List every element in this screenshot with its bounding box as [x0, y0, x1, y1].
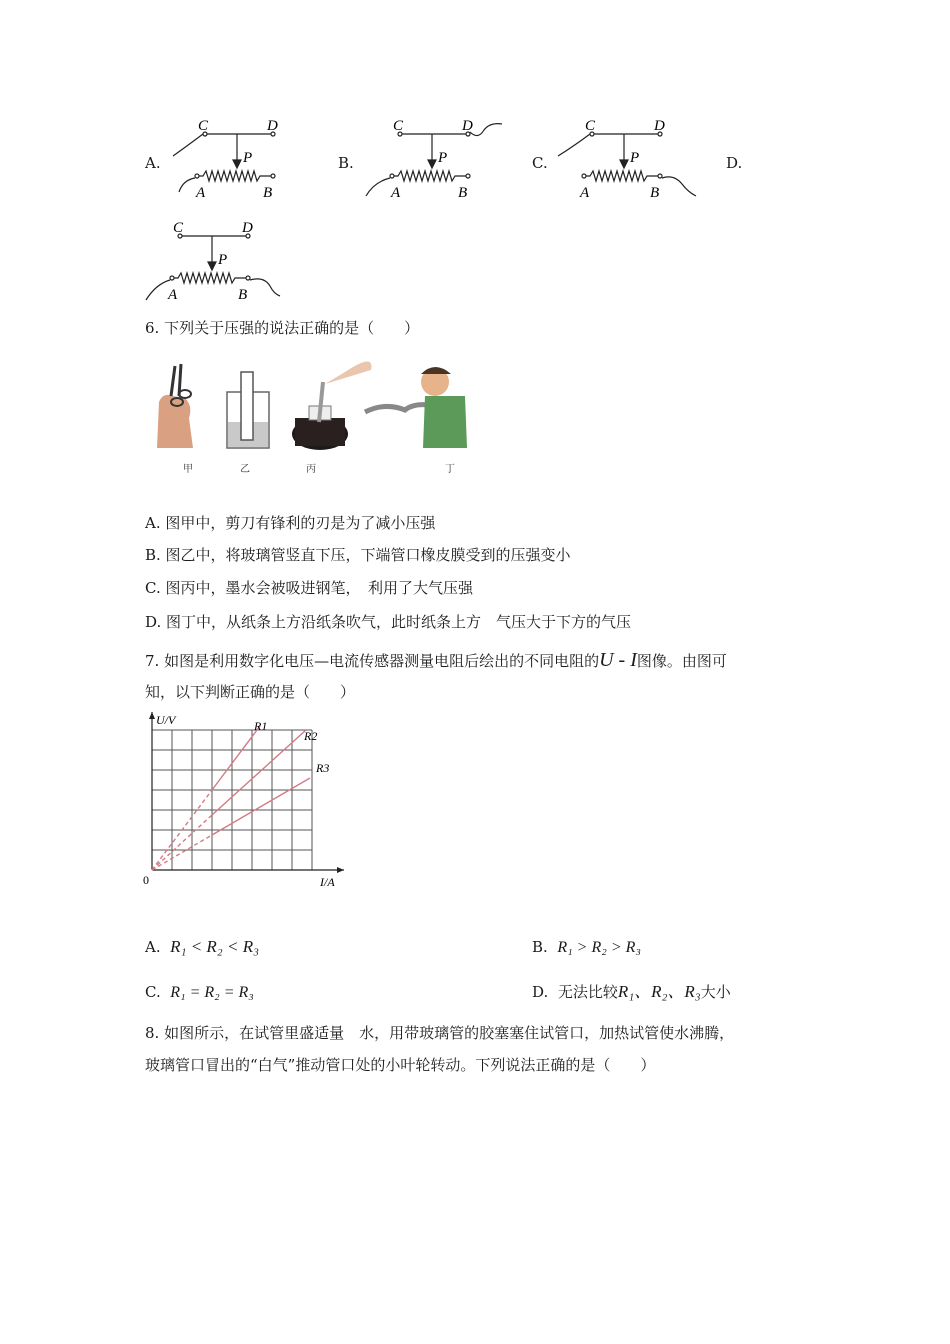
svg-text:B: B [650, 185, 660, 201]
q5-option-c-label: C. [532, 154, 548, 172]
q5-option-a-label: A. [145, 154, 161, 172]
rheostat-diagram-d [140, 214, 290, 306]
terminal-c: C [198, 118, 209, 134]
q6-option-a: A. 图甲中，剪刀有锋利的刃是为了减小压强 [145, 514, 436, 532]
q6-option-d: D. 图丁中，从纸条上方沿纸条吹气，此时纸条上方 气压大于下方的气压 [145, 613, 632, 631]
q6-illustrations [145, 352, 475, 452]
svg-text:B: B [458, 185, 468, 201]
svg-text:D: D [654, 118, 665, 134]
series-r1-label: R1 [254, 719, 268, 733]
q5-option-b-label: B. [338, 154, 354, 172]
rheostat-diagram-a [165, 112, 295, 204]
series-r1-line [212, 726, 260, 790]
q7-option-c: C. R₁ = R₂ = R₃ [145, 983, 254, 1001]
q7-option-b: B. R₁ > R₂ > R₃ [532, 938, 641, 956]
svg-text:A: A [168, 287, 178, 303]
series-r3-line [212, 778, 310, 835]
svg-text:P: P [630, 150, 640, 166]
svg-text:C: C [585, 118, 596, 134]
terminal-p: P [243, 150, 253, 166]
q5-option-d-label: D. [726, 154, 743, 172]
caption-jia: 甲 [183, 464, 193, 475]
svg-text:A: A [580, 185, 590, 201]
q7-option-a: A. R₁ < R₂ < R₃ [145, 937, 259, 956]
caption-ding: 丁 [445, 464, 455, 475]
q6-option-b: B. 图乙中，将玻璃管竖直下压，下端管口橡皮膜受到的压强变小 [145, 546, 571, 564]
caption-bing: 丙 [306, 464, 316, 475]
rheostat-diagram-c [552, 112, 702, 204]
ink-bottle-pen-image [292, 361, 371, 450]
svg-text:D: D [462, 118, 473, 134]
x-axis-label: I/A [320, 875, 335, 889]
origin-label: 0 [143, 873, 149, 887]
svg-text:C: C [173, 220, 184, 236]
series-r3-dashed [152, 835, 212, 870]
svg-text:C: C [393, 118, 404, 134]
terminal-b: B [263, 185, 273, 201]
q7-stem-line1: 7. 如图是利用数字化电压—电流传感器测量电阻后绘出的不同电阻的U - I图像。由图可 [145, 649, 727, 671]
scissors-hand-image [157, 364, 193, 448]
terminal-a: A [196, 185, 206, 201]
q7-ui-graph [140, 708, 350, 893]
q8-line1: 8. 如图所示，在试管里盛适量 水，用带玻璃管的胶塞塞住试管口，加热试管使水沸腾， [145, 1024, 735, 1042]
y-axis-label: U/V [156, 713, 176, 727]
svg-text:D: D [242, 220, 253, 236]
series-r2-dashed [152, 815, 212, 870]
q6-stem: 6. 下列关于压强的说法正确的是（ ） [145, 319, 420, 337]
svg-text:B: B [238, 287, 248, 303]
series-r2-label: R2 [304, 729, 318, 743]
svg-text:A: A [391, 185, 401, 201]
q8-line2: 玻璃管口冒出的“白气”推动管口处的小叶轮转动。下列说法正确的是（ ） [145, 1056, 656, 1074]
beaker-tube-image [227, 372, 269, 448]
caption-yi: 乙 [240, 464, 250, 475]
terminal-d: D [267, 118, 278, 134]
q7-option-d: D. 无法比较R₁、R₂、R₃大小 [532, 982, 731, 1001]
rheostat-diagram-b [360, 112, 510, 204]
svg-text:P: P [438, 150, 448, 166]
series-r3-label: R3 [316, 761, 330, 775]
q6-option-c: C. 图丙中，墨水会被吸进钢笔， 利用了大气压强 [145, 579, 473, 597]
boy-blowing-paper-image [365, 367, 467, 448]
q7-stem-line2: 知，以下判断正确的是（ ） [145, 683, 356, 701]
q7-stem-math: U - I [599, 649, 637, 671]
svg-text:P: P [218, 252, 228, 268]
